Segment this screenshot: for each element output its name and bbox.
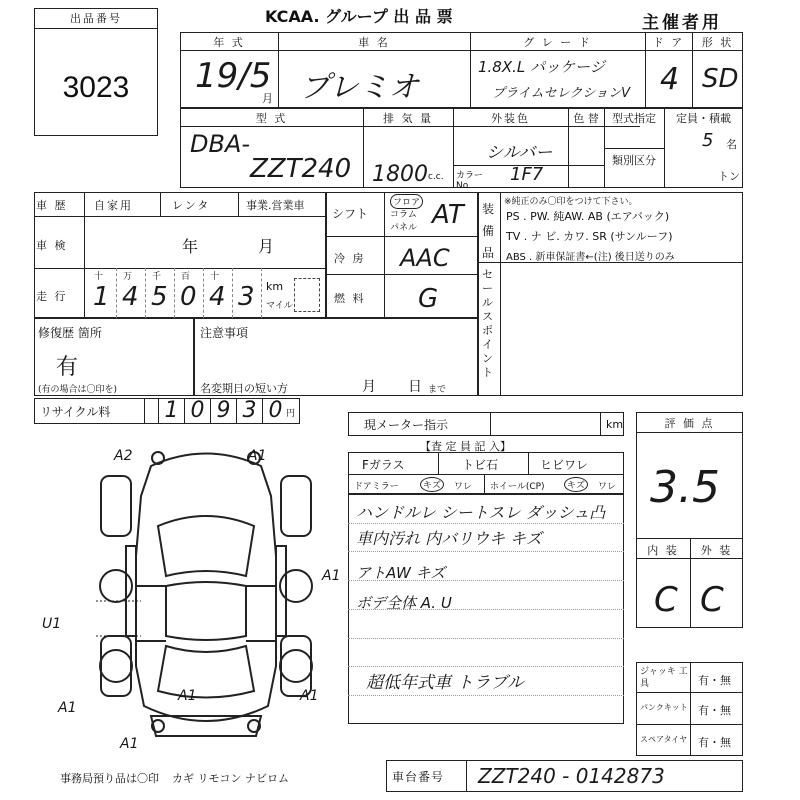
mileage-digit: 1 [93, 282, 110, 312]
grade-line1: 1.8X.L パッケージ [478, 58, 605, 76]
note-line-4: ボデ全体 A. U [356, 594, 452, 612]
color-label: 外装色 [491, 112, 530, 125]
diagram-mark-a1-bottom: A1 [120, 736, 139, 752]
color-no-value: 1F7 [510, 164, 544, 185]
note-line-5: 超低年式車 トラブル [366, 673, 524, 693]
name-change-month: 月 [362, 379, 376, 395]
notes-rule [348, 638, 624, 639]
diagram-mark-a2: A2 [114, 448, 133, 464]
equipment-line1: PS . PW. 純AW. AB (エアバック) [506, 210, 670, 223]
check-wheel-scratch: キズ [564, 477, 588, 492]
mileage-digit: 5 [151, 282, 168, 312]
diagram-mark-a1-side: A1 [322, 568, 341, 584]
displacement-value: 1800 [372, 162, 428, 187]
office-items: カギ リモコン ナビロム [172, 772, 289, 785]
mileage-digit-cell [175, 268, 204, 318]
inspection-year: 年 [182, 237, 199, 256]
diagram-mark-u1: U1 [42, 616, 62, 632]
fuel-label: 燃 料 [334, 292, 366, 305]
car-name-value: プレミオ [300, 70, 419, 105]
displacement-label: 排 気 量 [383, 112, 433, 125]
ac-value: AAC [400, 244, 450, 272]
lot-box [34, 8, 158, 136]
host-label: 主催者用 [642, 13, 722, 33]
repair-note: (有の場合は〇印を) [38, 385, 118, 395]
inspection-month: 月 [258, 237, 275, 256]
note-line-1: ハンドルレ シートスレ ダッシュ凸 [356, 503, 606, 522]
opt-private: 自家用 [94, 199, 133, 212]
recycle-unit: 円 [286, 409, 296, 419]
model-value-1: DBA- [190, 130, 251, 158]
mile-checkbox[interactable] [294, 278, 320, 312]
check-mirror-crack: ワレ [454, 482, 473, 492]
spare-label: スペアタイヤ [640, 735, 688, 744]
mileage-digit-label: 万 [123, 272, 133, 282]
diagram-mark-a1-rear: A1 [178, 688, 197, 704]
name-change-day: 日 [408, 379, 422, 395]
model-value-2: ZZT240 [250, 154, 352, 184]
exterior-label: 外 装 [700, 544, 733, 557]
year-label: 年 式 [213, 36, 245, 49]
form-title: KCAA. グループ 出 品 票 [265, 7, 453, 26]
recycle-label: リサイクル料 [40, 405, 111, 419]
shape-value: SD [702, 64, 739, 94]
mileage-digit: 4 [122, 282, 139, 312]
diagram-mark-a1-top: A1 [248, 448, 267, 464]
recycle-digit: 0 [184, 398, 210, 424]
capacity-value: 5 [702, 130, 714, 151]
meter-label: 現メーター指示 [364, 418, 449, 432]
mileage-digit-cell [117, 268, 146, 318]
fuel-value: G [418, 284, 439, 314]
shift-option[interactable]: コラム [390, 210, 417, 220]
inspection-label: 車 検 [36, 239, 68, 252]
check-chip: トビ石 [462, 458, 499, 472]
category-label: 類別区分 [612, 154, 656, 167]
spare-value[interactable]: 有・無 [698, 736, 731, 749]
meter-unit: km [606, 418, 624, 431]
door-value: 4 [660, 62, 680, 97]
car-name-label: 車 名 [358, 36, 390, 49]
type-designation-label: 型式指定 [612, 112, 656, 125]
mileage-digit: 4 [209, 282, 226, 312]
color-no-label: カラー No. [456, 171, 484, 191]
mileage-digit-label: 百 [181, 272, 191, 282]
equipment-note: ※純正のみ〇印をつけて下さい。 [504, 197, 638, 207]
diagram-mark-a1-rear-left: A1 [58, 700, 77, 716]
name-change-until: まで [428, 385, 447, 395]
name-change-label: 名変期日の短い方 [200, 382, 288, 395]
mileage-digit-cell [88, 268, 117, 318]
shift-option[interactable]: フロア [390, 194, 423, 209]
recycle-digit: 9 [210, 398, 236, 424]
equipment-label: 装 備 品 [482, 202, 497, 260]
jack-label: ジャッキ 工 具 [640, 667, 688, 689]
lot-number: 3023 [62, 71, 130, 104]
note-line-2: 車内汚れ 内バリウキ キズ [356, 529, 542, 548]
shift-option[interactable]: パネル [390, 223, 418, 233]
note-line-3: アトAW キズ [356, 564, 446, 582]
check-crack: ヒビワレ [540, 458, 589, 472]
interior-label: 内 装 [647, 544, 679, 557]
check-mirror: ドアミラー [354, 482, 399, 492]
displacement-unit: c.c. [428, 172, 444, 182]
door-label: ド ア [652, 36, 685, 49]
opt-rental: レンタ [172, 199, 211, 212]
mileage-label: 走 行 [36, 290, 68, 303]
opt-business: 事業.営業車 [246, 199, 305, 212]
mileage-digit-label: 千 [152, 272, 162, 282]
exterior-value: C [700, 580, 724, 620]
chassis-value: ZZT240 - 0142873 [478, 764, 665, 788]
load-unit: トン [718, 170, 740, 183]
mileage-digit: 0 [180, 282, 197, 312]
capacity-label: 定員・積載 [676, 112, 731, 125]
caution-label: 注意事項 [200, 326, 249, 340]
repaint-label: 色 替 [573, 112, 599, 125]
notes-rule [348, 551, 624, 552]
mile-label: マイル [266, 301, 293, 311]
mileage-digit-cell [233, 268, 262, 318]
color-value: シルバー [486, 143, 553, 163]
chassis-label: 車台番号 [392, 770, 445, 784]
office-note: 事務局預り品は〇印 [60, 772, 159, 785]
history-label: 車 歴 [36, 199, 68, 212]
check-wheel: ホイール(CP) [490, 482, 545, 492]
mileage-digit: 3 [238, 282, 255, 312]
check-wheel-crack: ワレ [598, 482, 617, 492]
notes-rule [348, 695, 624, 696]
recycle-digit: 1 [158, 398, 184, 424]
equipment-line2: TV . ナ ビ. カワ. SR (サンルーフ) [506, 230, 673, 243]
check-glass: Fガラス [362, 458, 405, 472]
ac-label: 冷 房 [334, 252, 366, 265]
puncture-label: パンクキット [640, 703, 688, 712]
check-mirror-scratch: キズ [420, 477, 444, 492]
score-label: 評 価 点 [664, 417, 715, 430]
repair-label: 修復歴 箇所 [38, 326, 102, 340]
score-value: 3.5 [650, 462, 720, 513]
mileage-digit-cell [146, 268, 175, 318]
equipment-line3: ABS . 新車保証書←(注) 後日送りのみ [506, 252, 675, 263]
recycle-digit: 0 [262, 398, 288, 424]
mileage-digit-label: 十 [94, 272, 104, 282]
shift-label: シフト [332, 207, 369, 221]
sales-point-label: セールスポイント [482, 268, 493, 379]
diagram-mark-a1-rear-right: A1 [300, 688, 319, 704]
jack-value[interactable]: 有・無 [698, 674, 731, 687]
shape-label: 形 状 [701, 36, 734, 49]
repair-value: 有 [56, 355, 79, 380]
recycle-digit: 3 [236, 398, 262, 424]
capacity-unit: 名 [726, 138, 737, 151]
month-unit: 月 [262, 92, 273, 105]
grade-label: グ レ ー ド [523, 36, 592, 49]
inspector-label: 【査 定 員 記 入】 [420, 440, 511, 453]
km-label: km [266, 280, 284, 293]
mileage-digit-label: 十 [210, 272, 220, 282]
lot-label: 出品番号 [35, 9, 157, 29]
year-value: 19/5 [195, 56, 272, 96]
grade-line2: プライムセレクションV [492, 86, 630, 101]
model-label: 型 式 [255, 112, 288, 125]
shift-value: AT [432, 200, 464, 230]
interior-value: C [654, 580, 678, 620]
car-diagram [96, 436, 319, 746]
mileage-digit-cell [204, 268, 233, 318]
puncture-value[interactable]: 有・無 [698, 704, 731, 717]
